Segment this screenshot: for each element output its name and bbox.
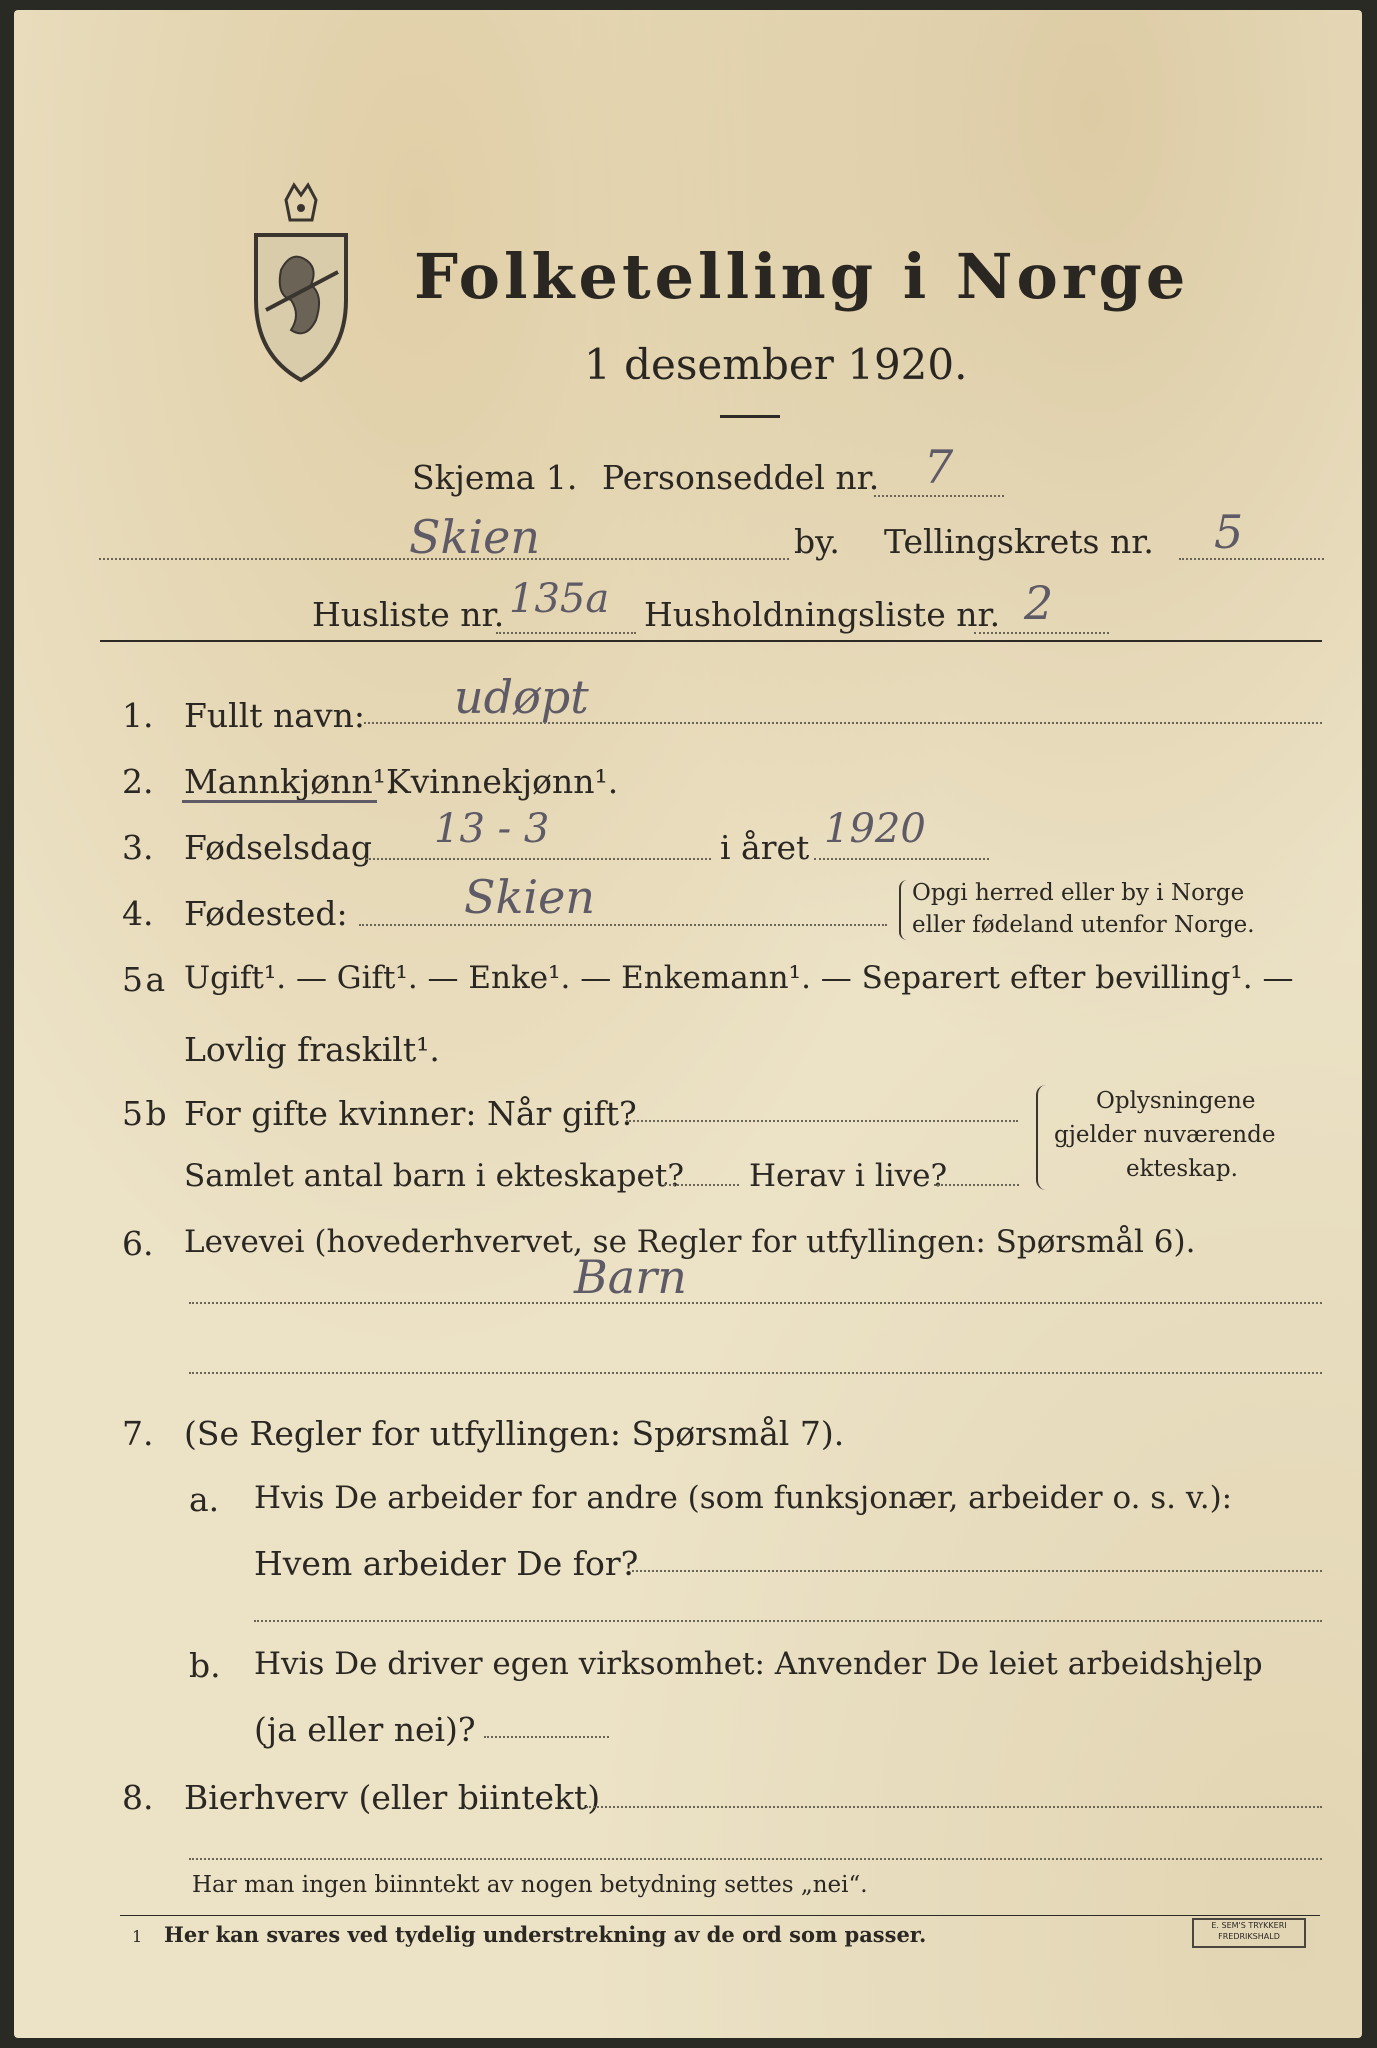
q6-label: Levevei (hovederhvervet, se Regler for utfyllingen: Spørsmål 6). [184, 1224, 1196, 1260]
q5b-note-line3: ekteskap. [1126, 1156, 1238, 1182]
q1-value: udøpt [454, 670, 589, 724]
title-divider [720, 415, 780, 418]
q3-number: 3. [122, 828, 154, 867]
q5a-number: 5 a [122, 960, 162, 999]
q5a-line1: Ugift¹. — Gift¹. — Enke¹. — Enkemann¹. — Separert efter bevilling¹. — [184, 960, 1294, 996]
q7-number: 7. [122, 1414, 154, 1453]
q3-year-value: 1920 [824, 806, 926, 852]
q5a-line2: Lovlig fraskilt¹. [184, 1030, 440, 1069]
q7b-line2: (ja eller nei)? [254, 1710, 476, 1749]
by-label: by. [794, 522, 840, 561]
q5b-alive-line [934, 1184, 1019, 1186]
q8-line1 [586, 1806, 1322, 1808]
q5b-children-line [664, 1184, 739, 1186]
husholdningsliste-value: 2 [1024, 576, 1054, 630]
printer-line2: FREDRIKSHALD [1218, 1932, 1280, 1941]
husliste-value: 135a [509, 576, 610, 622]
q4-label: Fødested: [184, 894, 348, 933]
q6-line2 [189, 1372, 1322, 1374]
q5b-children-label: Samlet antal barn i ekteskapet? [184, 1158, 684, 1194]
husliste-line [496, 632, 636, 634]
q6-number: 6. [122, 1224, 154, 1263]
footer-divider [120, 1915, 1320, 1916]
q5b-note-brace [1036, 1085, 1046, 1190]
q8-number: 8. [122, 1778, 154, 1817]
footnote-number: 1 [132, 1927, 143, 1946]
printer-mark [1192, 1918, 1306, 1948]
q6-line1 [189, 1302, 1322, 1304]
q1-label: Fullt navn: [184, 696, 365, 735]
q7a-line2: Hvem arbeider De for? [254, 1544, 639, 1583]
q7a-employer-line [632, 1570, 1322, 1572]
printer-line1: E. SEM'S TRYKKERI [1211, 1921, 1287, 1930]
q2-female-option: Kvinnekjønn¹. [386, 762, 619, 801]
tellingskrets-value: 5 [1214, 505, 1244, 559]
skjema-label: Skjema 1. [412, 458, 578, 497]
husliste-label: Husliste nr. [312, 595, 505, 634]
form-title: Folketelling i Norge [414, 240, 1190, 313]
personseddel-label: Personseddel nr. [602, 458, 880, 497]
q4-note-line1: Opgi herred eller by i Norge [912, 880, 1245, 906]
q3-year-line [814, 858, 989, 860]
husholdningsliste-label: Husholdningsliste nr. [644, 595, 1001, 634]
q3-label: Fødselsdag [184, 828, 372, 867]
q1-number: 1. [122, 696, 154, 735]
city-value: Skien [409, 510, 540, 564]
q8-label: Bierhverv (eller biintekt) [184, 1778, 601, 1817]
q4-note-brace [899, 880, 907, 940]
q7b-letter: b. [189, 1646, 221, 1685]
footnote-text: Her kan svares ved tydelig understrekning av de ord som passer. [164, 1922, 927, 1947]
tellingskrets-label: Tellingskrets nr. [884, 522, 1154, 561]
footer-note: Har man ingen biinntekt av nogen betydning settes „nei“. [192, 1872, 868, 1898]
q4-number: 4. [122, 894, 154, 933]
q7b-line1: Hvis De driver egen virksomhet: Anvender De leiet arbeidshjelp [254, 1646, 1263, 1682]
personseddel-line [874, 495, 1004, 497]
q2-male-option: Mannkjønn¹. [184, 762, 397, 801]
header-divider [100, 640, 1322, 642]
husholdningsliste-line [974, 632, 1109, 634]
q7b-answer-line [484, 1736, 609, 1738]
q5b-number: 5 b [122, 1094, 163, 1133]
q3-value: 13 - 3 [434, 806, 550, 852]
q2-male-underline [182, 800, 377, 803]
q2-number: 2. [122, 762, 154, 801]
q5b-alive-label: Herav i live? [749, 1158, 948, 1194]
q3-line [366, 858, 711, 860]
q8-line2 [189, 1858, 1322, 1860]
q4-note-line2: eller fødeland utenfor Norge. [912, 912, 1255, 938]
personseddel-value: 7 [924, 440, 954, 494]
coat-of-arms-icon [246, 180, 356, 394]
q4-line [359, 924, 887, 926]
q7a-letter: a. [189, 1480, 220, 1519]
q6-value: Barn [574, 1250, 687, 1304]
q4-value: Skien [464, 870, 595, 924]
q5b-note-line1: Oplysningene [1096, 1088, 1256, 1114]
q5b-married-line [626, 1120, 1018, 1122]
census-form-sheet [14, 10, 1362, 2038]
q7-label: (Se Regler for utfyllingen: Spørsmål 7). [184, 1414, 845, 1453]
census-date: 1 desember 1920. [584, 340, 968, 389]
q7a-line1: Hvis De arbeider for andre (som funksjonær, arbeider o. s. v.): [254, 1480, 1233, 1516]
tellingskrets-line [1179, 558, 1324, 560]
q3-year-label: i året [720, 828, 810, 867]
q7a-employer-line2 [254, 1620, 1322, 1622]
q5b-note-line2: gjelder nuværende [1054, 1122, 1276, 1148]
q5b-line1: For gifte kvinner: Når gift? [184, 1094, 637, 1133]
